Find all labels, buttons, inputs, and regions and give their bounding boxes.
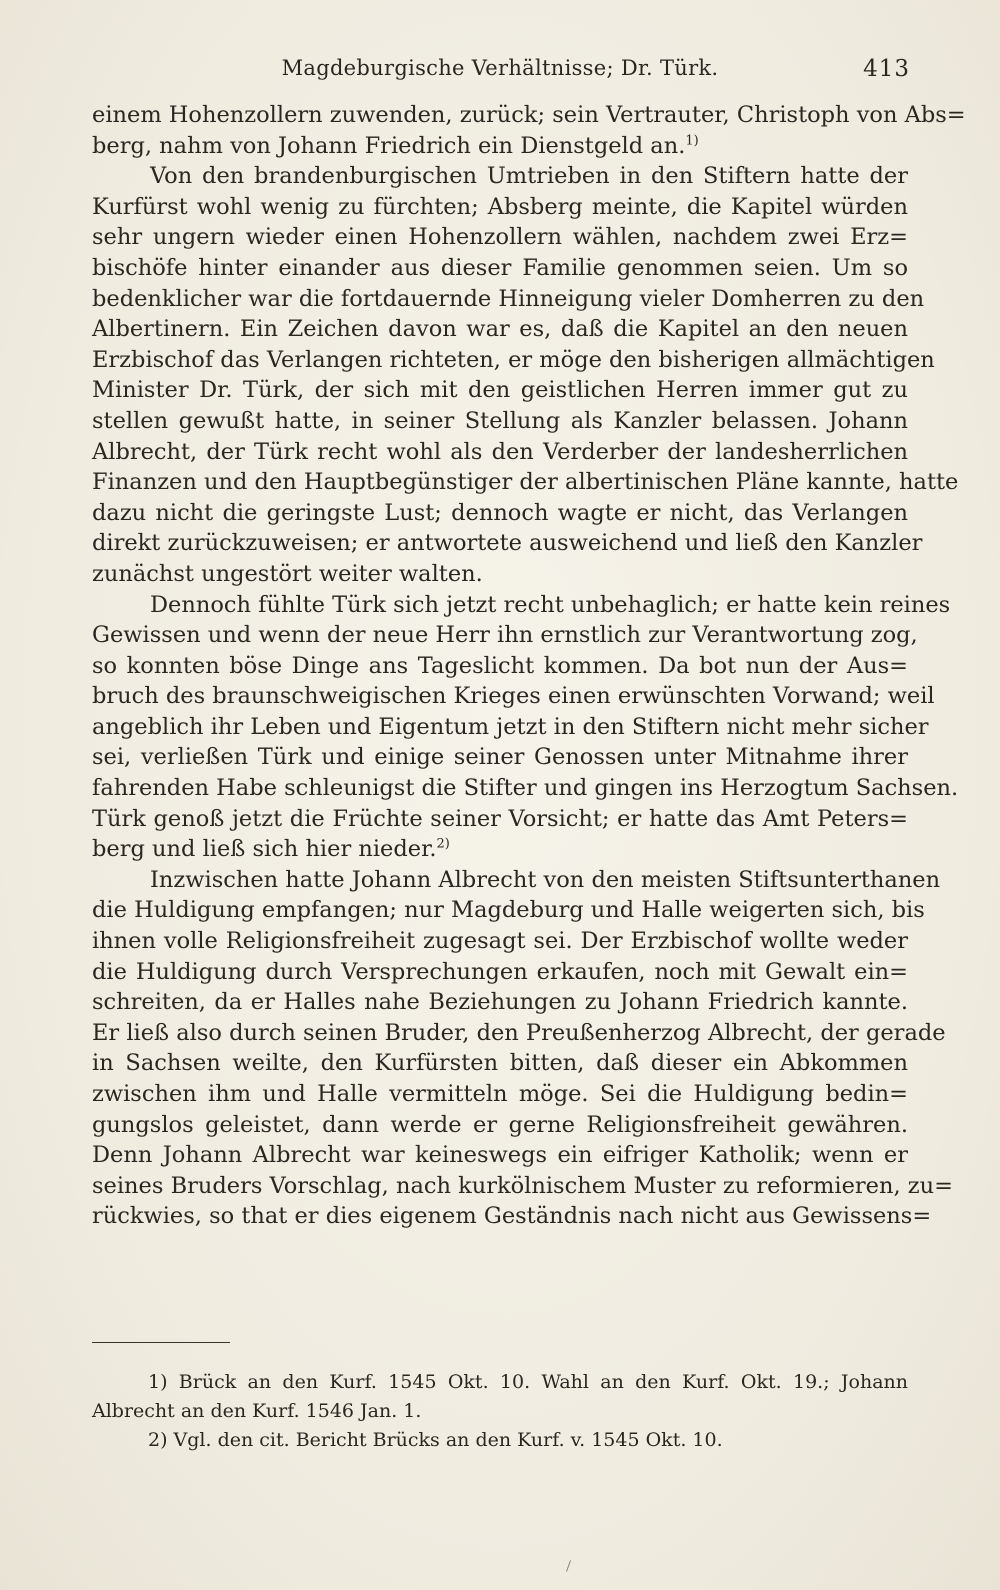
text-line: Minister Dr. Türk, der sich mit den geistlichen Herren immer gut zu	[92, 377, 908, 404]
text-line: schreiten, da er Halles nahe Beziehungen zu Johann Friedrich kannte.	[92, 989, 908, 1016]
text-line: Dennoch fühlte Türk sich jetzt recht unbehaglich; er hatte kein reines	[150, 591, 951, 618]
text-line: in Sachsen weilte, den Kurfürsten bitten, daß dieser ein Abkommen	[92, 1050, 908, 1077]
text-line: sei, verließen Türk und einige seiner Genossen unter Mitnahme ihrer	[92, 744, 908, 771]
text-line	[92, 131, 908, 162]
text-line: dazu nicht die geringste Lust; dennoch wagte er nicht, das Verlangen	[92, 499, 908, 526]
text-line: ihnen volle Religionsfreiheit zugesagt sei. Der Erzbischof wollte weder	[92, 928, 908, 955]
text-line: so konnten böse Dinge ans Tageslicht kommen. Da bot nun der Aus=	[92, 652, 908, 679]
text-line-content: berg und ließ sich hier nieder.	[92, 836, 437, 863]
text-line: Türk genoß jetzt die Früchte seiner Vorsicht; er hatte das Amt Peters=	[92, 805, 908, 832]
text-line	[92, 834, 908, 865]
text-line: stellen gewußt hatte, in seiner Stellung als Kanzler belassen. Johann	[92, 407, 908, 434]
text-line: Er ließ also durch seinen Bruder, den Preußenherzog Albrecht, der gerade	[92, 1019, 946, 1046]
footnote-ref: 1)	[685, 133, 699, 149]
text-line: die Huldigung durch Versprechungen erkaufen, noch mit Gewalt ein=	[92, 958, 908, 985]
footnotes	[92, 1368, 908, 1455]
text-line: Inzwischen hatte Johann Albrecht von den meisten Stiftsunterthanen	[150, 866, 941, 893]
running-title: Magdeburgische Verhältnisse; Dr. Türk.	[281, 56, 719, 80]
text-line: Albrecht, der Türk recht wohl als den Verderber der landesherrlichen	[92, 438, 908, 465]
text-line: Denn Johann Albrecht war keineswegs ein eifriger Katholik; wenn er	[92, 1142, 908, 1169]
text-line: Von den brandenburgischen Umtrieben in den Stiftern hatte der	[150, 163, 908, 190]
text-line: sehr ungern wieder einen Hohenzollern wählen, nachdem zwei Erz=	[92, 224, 908, 251]
footnote-line: 2) Vgl. den cit. Bericht Brücks an den Kurf. v. 1545 Okt. 10.	[148, 1429, 723, 1451]
text-line: bischöfe hinter einander aus dieser Familie genommen seien. Um so	[92, 254, 908, 281]
footnote-line: Albrecht an den Kurf. 1546 Jan. 1.	[92, 1400, 422, 1422]
text-line: bedenklicher war die fortdauernde Hinneigung vieler Domherren zu den	[92, 285, 925, 312]
text-line: Finanzen und den Hauptbegünstiger der albertinischen Pläne kannte, hatte	[92, 469, 959, 496]
footnote-ref: 2)	[436, 836, 450, 852]
page-number: 413	[863, 56, 910, 82]
text-line: direkt zurückzuweisen; er antwortete ausweichend und ließ den Kanzler	[92, 530, 923, 557]
footnote-separator	[92, 1342, 230, 1343]
text-line: die Huldigung empfangen; nur Magdeburg und Halle weigerten sich, bis	[92, 897, 925, 924]
text-line: Kurfürst wohl wenig zu fürchten; Absberg meinte, die Kapitel würden	[92, 193, 908, 220]
body-text	[92, 100, 966, 1232]
text-line: fahrenden Habe schleunigst die Stifter und gingen ins Herzogtum Sachsen.	[92, 775, 959, 802]
text-line: zunächst ungestört weiter walten.	[92, 560, 483, 587]
text-line: Gewissen und wenn der neue Herr ihn ernstlich zur Verantwortung zog,	[92, 622, 918, 649]
running-head	[90, 56, 910, 86]
text-line: rückwies, so that er dies eigenem Geständnis nach nicht aus Gewissens=	[92, 1203, 932, 1230]
footnote-line: 1) Brück an den Kurf. 1545 Okt. 10. Wahl an den Kurf. Okt. 19.; Johann	[148, 1371, 908, 1393]
text-line-content: berg, nahm von Johann Friedrich ein Dienstgeld an.	[92, 132, 686, 159]
text-line: zwischen ihm und Halle vermitteln möge. Sei die Huldigung bedin=	[92, 1081, 908, 1107]
text-line: bruch des braunschweigischen Krieges einen erwünschten Vorwand; weil	[92, 683, 935, 710]
text-line: angeblich ihr Leben und Eigentum jetzt in den Stiftern nicht mehr sicher	[92, 713, 929, 740]
text-line: einem Hohenzollern zuwenden, zurück; sein Vertrauter, Christoph von Abs=	[92, 102, 966, 128]
text-line: seines Bruders Vorschlag, nach kurkölnischem Muster zu reformieren, zu=	[92, 1172, 953, 1199]
text-line: Erzbischof das Verlangen richteten, er möge den bisherigen allmächtigen	[92, 346, 935, 373]
text-line: gungslos geleistet, dann werde er gerne Religionsfreiheit gewähren.	[92, 1111, 908, 1138]
text-line: Albertinern. Ein Zeichen davon war es, daß die Kapitel an den neuen	[92, 316, 908, 343]
paper-speck	[566, 1560, 571, 1572]
